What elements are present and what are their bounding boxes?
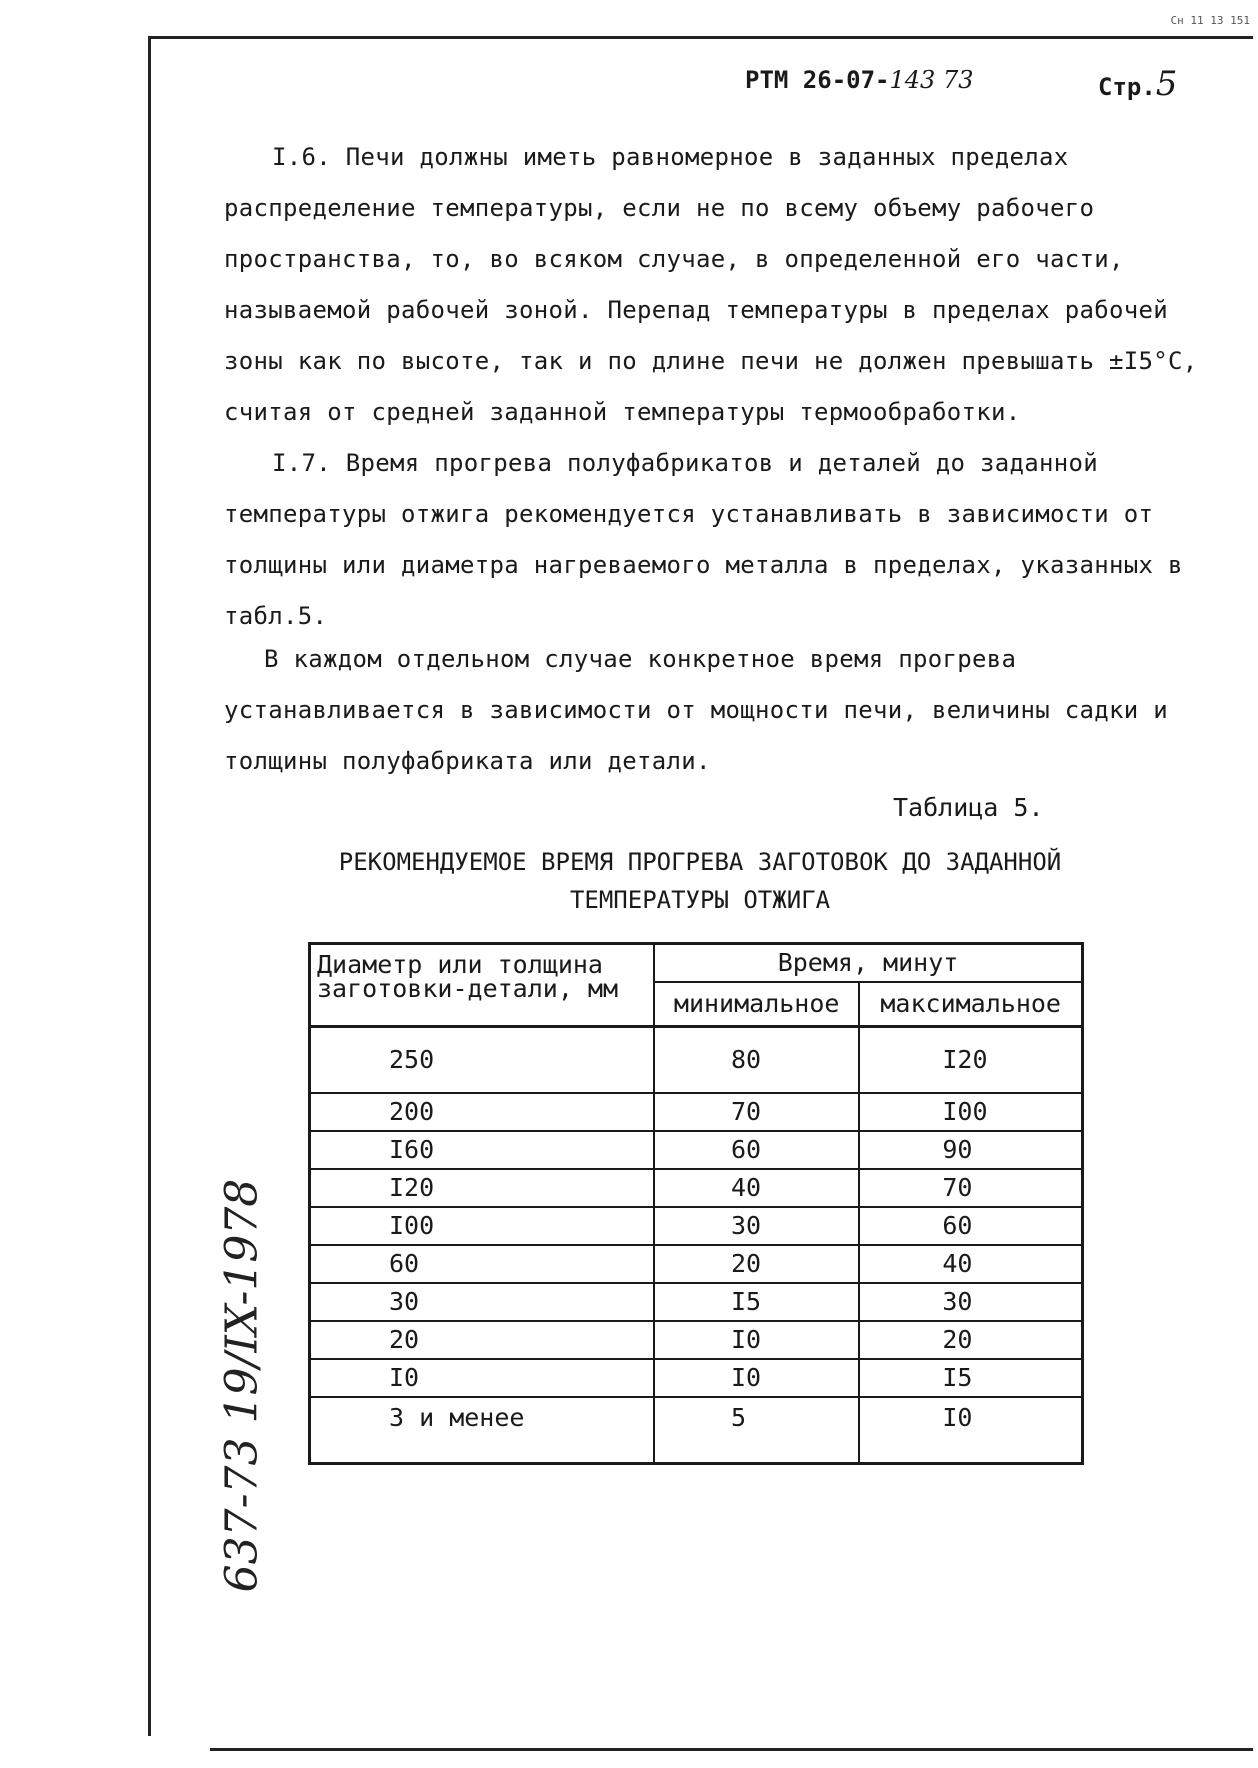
document-code-printed: РТМ 26-07- xyxy=(745,66,890,94)
paragraph-1-6: I.6. Печи должны иметь равномерное в заданных пределах распределение температуры, если не по всему объему рабочего пространства, то, во всяком случае, в определенной его части, называемой рабочей зоной. Перепад температуры в пределах рабочей зоны как по высоте, так и по длине печи не должен превышать ±I5°С, считая от средней заданной температуры термообработки. xyxy=(224,143,1198,426)
cell-min: 30 xyxy=(654,1207,859,1245)
document-code-handwritten: 143 73 xyxy=(889,66,974,94)
cell-min: I0 xyxy=(654,1359,859,1397)
table-row xyxy=(310,1321,1083,1359)
table-row xyxy=(310,1131,1083,1169)
cell-max: 40 xyxy=(859,1245,1082,1283)
cell-max: 70 xyxy=(859,1169,1082,1207)
table-title-line-2: ТЕМПЕРАТУРЫ ОТЖИГА xyxy=(569,886,831,914)
document-code xyxy=(745,66,973,94)
frame-bottom-line xyxy=(210,1748,1253,1751)
table-title-line-1: РЕКОМЕНДУЕМОЕ ВРЕМЯ ПРОГРЕВА ЗАГОТОВОК ДО ЗАДАННОЙ xyxy=(338,848,1062,876)
cell-max: 90 xyxy=(859,1131,1082,1169)
paragraph-note: В каждом отдельном случае конкретное время прогрева устанавливается в зависимости от мощности печи, величины садки и толщины полуфабриката или детали. xyxy=(224,645,1168,775)
cell-max: 20 xyxy=(859,1321,1082,1359)
handwritten-side-note: 637-73 19/IX-1978 xyxy=(216,1178,268,1593)
table-row xyxy=(310,1397,1083,1464)
heating-time-table xyxy=(308,942,1084,1465)
table-row xyxy=(310,1027,1083,1094)
table-title xyxy=(300,843,1100,919)
cell-min: 60 xyxy=(654,1131,859,1169)
cell-max: I00 xyxy=(859,1093,1082,1131)
cell-min: 20 xyxy=(654,1245,859,1283)
frame-top-line xyxy=(148,36,1253,39)
cell-diameter: I60 xyxy=(310,1131,655,1169)
table-row xyxy=(310,1359,1083,1397)
cell-max: I0 xyxy=(859,1397,1082,1464)
header-min: минимальное xyxy=(654,982,859,1027)
cell-max: 60 xyxy=(859,1207,1082,1245)
header-max: максимальное xyxy=(859,982,1082,1027)
cell-diameter: 20 xyxy=(310,1321,655,1359)
header-diameter: Диаметр или толщина заготовки-детали, мм xyxy=(310,944,655,1027)
table-label: Таблица 5. xyxy=(893,793,1044,822)
table-row xyxy=(310,1093,1083,1131)
cell-diameter: 200 xyxy=(310,1093,655,1131)
cell-min: I5 xyxy=(654,1283,859,1321)
table-row xyxy=(310,1207,1083,1245)
cell-diameter: I00 xyxy=(310,1207,655,1245)
corner-stamp: Сн 11 13 151 xyxy=(1170,14,1250,27)
cell-min: 5 xyxy=(654,1397,859,1464)
cell-min: I0 xyxy=(654,1321,859,1359)
cell-min: 70 xyxy=(654,1093,859,1131)
table-row xyxy=(310,1169,1083,1207)
header-time: Время, минут xyxy=(654,944,1083,983)
table-row xyxy=(310,1283,1083,1321)
cell-diameter: I0 xyxy=(310,1359,655,1397)
cell-diameter: 3 и менее xyxy=(310,1397,655,1464)
page-number xyxy=(1098,64,1177,104)
page-number-handwritten: 5 xyxy=(1155,64,1178,104)
frame-left-line xyxy=(148,36,151,1736)
cell-min: 40 xyxy=(654,1169,859,1207)
cell-max: 30 xyxy=(859,1283,1082,1321)
cell-min: 80 xyxy=(654,1027,859,1094)
cell-diameter: 60 xyxy=(310,1245,655,1283)
cell-max: I20 xyxy=(859,1027,1082,1094)
cell-diameter: 30 xyxy=(310,1283,655,1321)
table-row xyxy=(310,1245,1083,1283)
cell-max: I5 xyxy=(859,1359,1082,1397)
cell-diameter: 250 xyxy=(310,1027,655,1094)
page-label: Стр. xyxy=(1098,73,1156,101)
paragraph-1-7: I.7. Время прогрева полуфабрикатов и деталей до заданной температуры отжига рекомендуется устанавливать в зависимости от толщины или диаметра нагреваемого металла в пределах, указанных в табл.5. xyxy=(224,449,1183,630)
cell-diameter: I20 xyxy=(310,1169,655,1207)
